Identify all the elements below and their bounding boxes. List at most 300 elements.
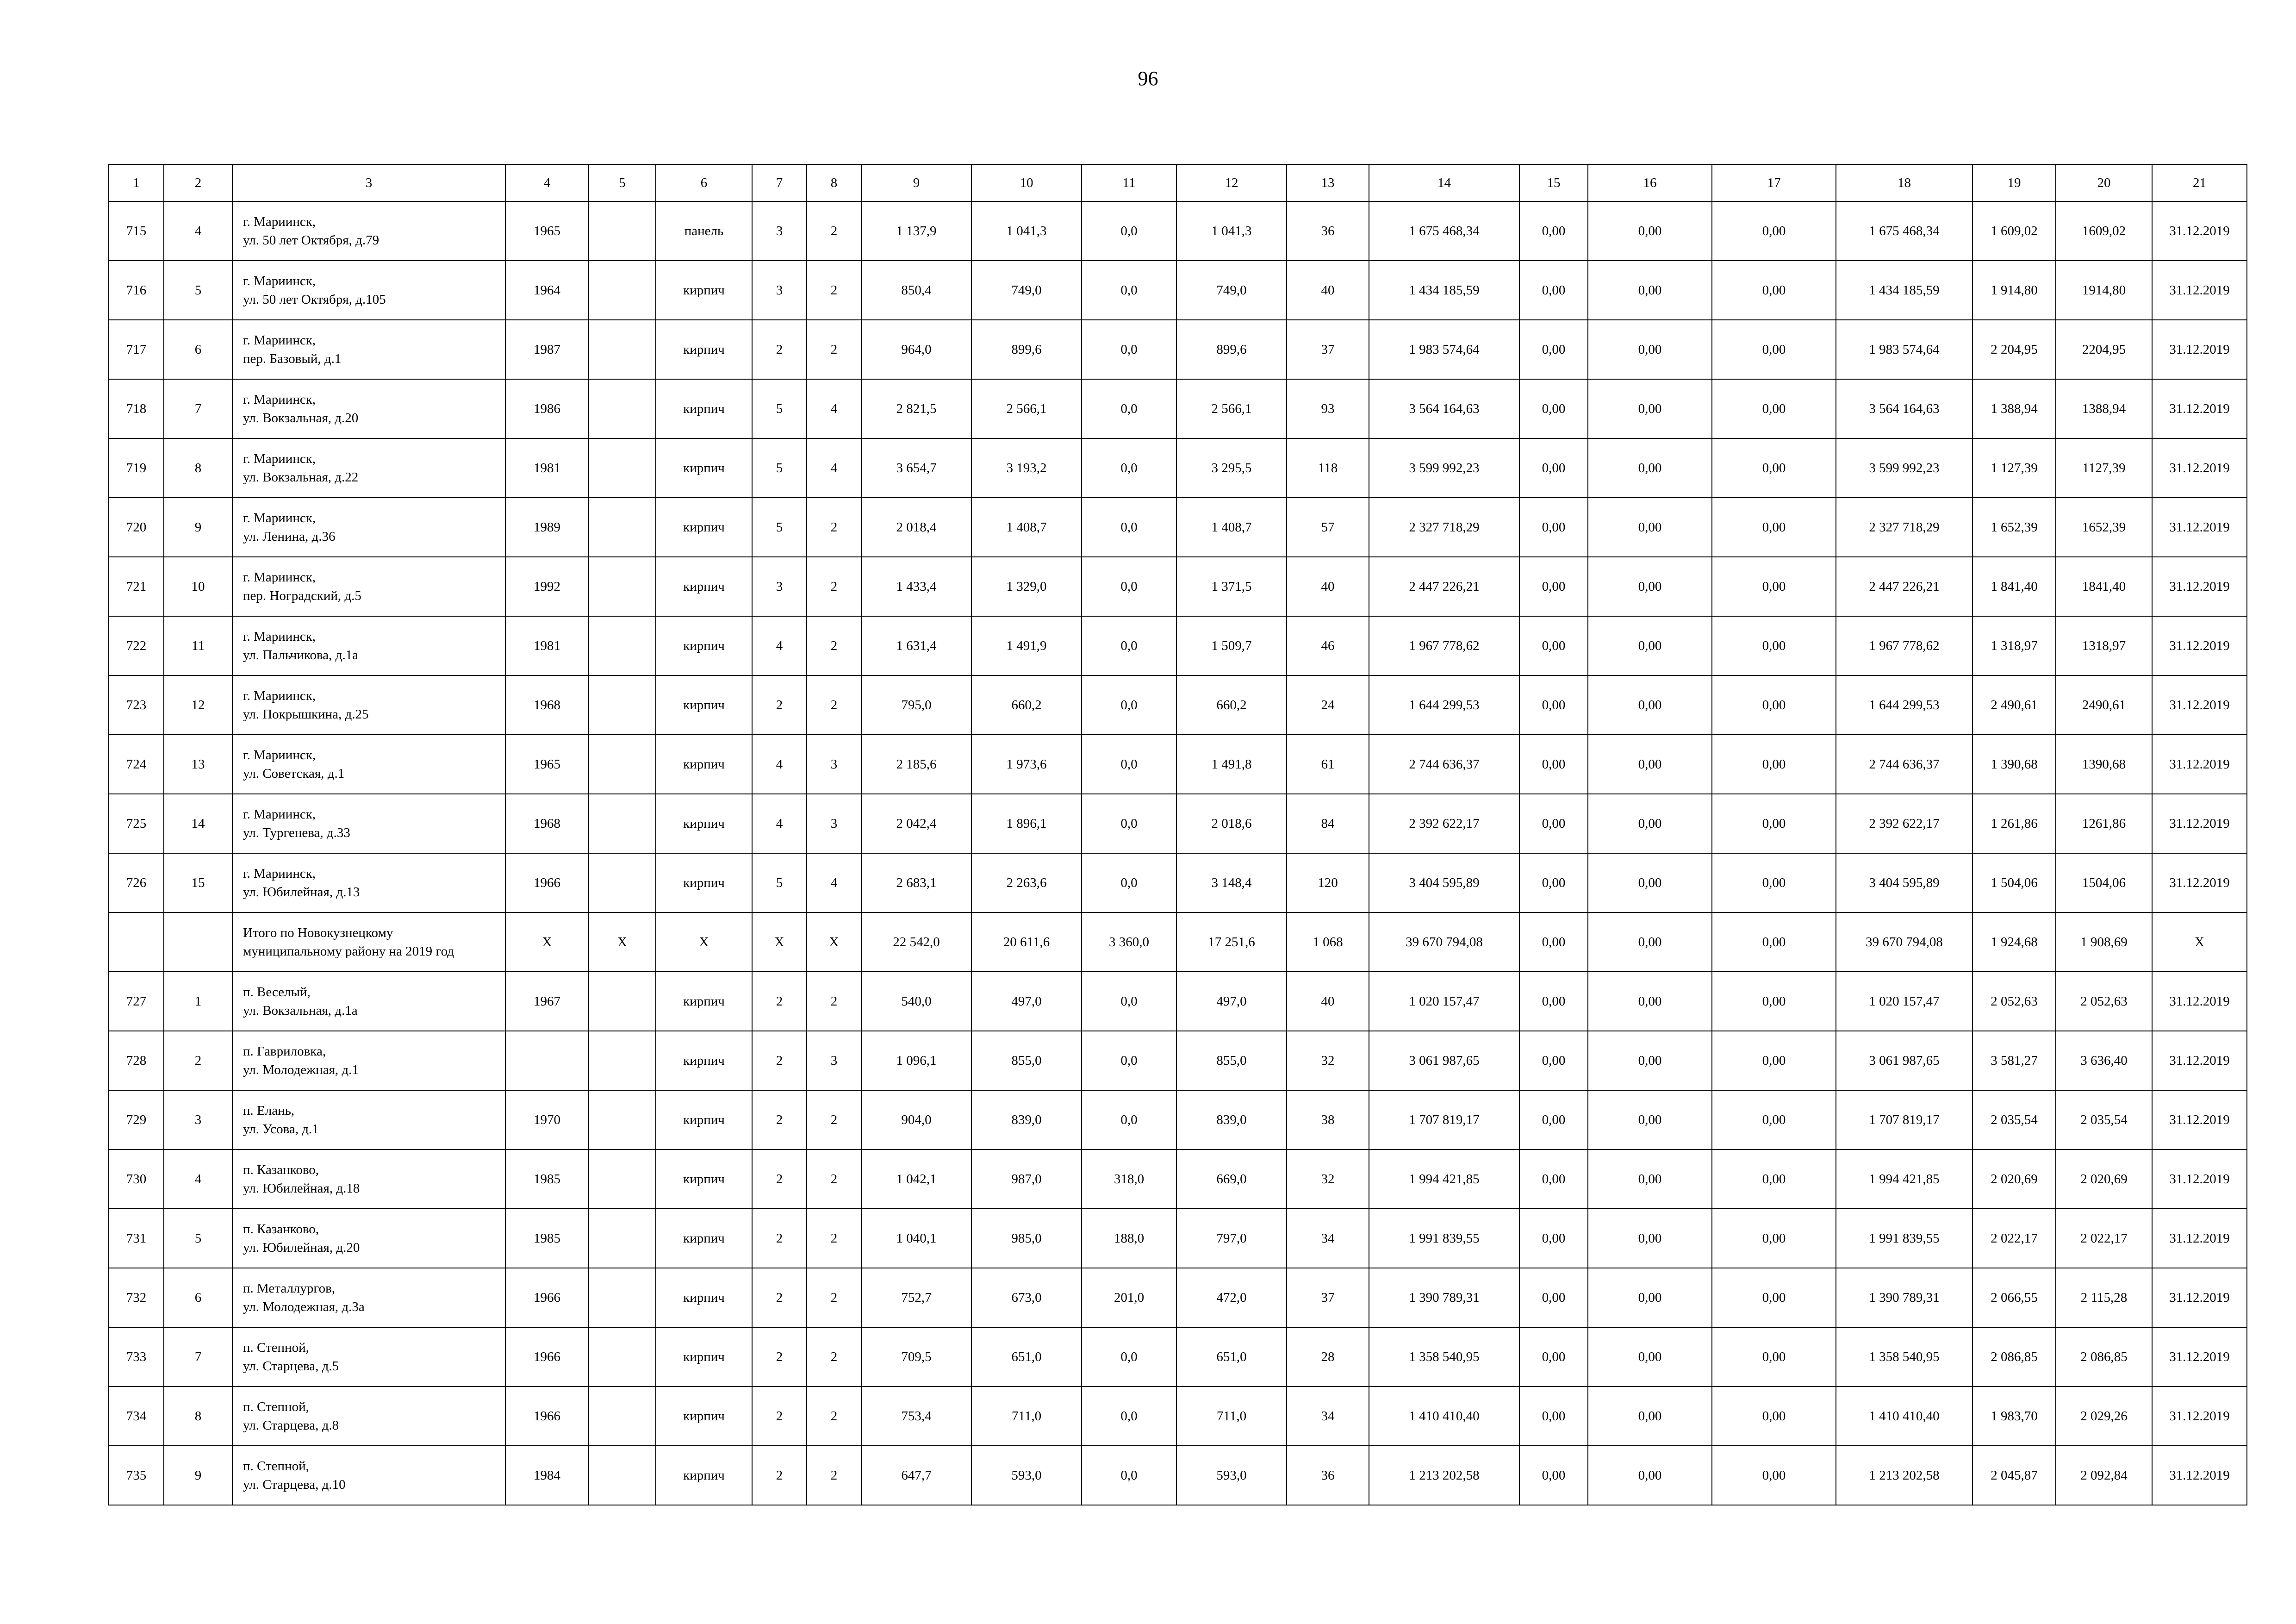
table-cell-col-8: X xyxy=(807,912,861,972)
table-cell-col-21: 31.12.2019 xyxy=(2152,201,2247,261)
table-cell-col-8: 4 xyxy=(807,853,861,912)
table-cell-col-11: 188,0 xyxy=(1082,1209,1176,1268)
table-cell-col-21: 31.12.2019 xyxy=(2152,261,2247,320)
table-cell-col-21: 31.12.2019 xyxy=(2152,794,2247,853)
address-line: п. Металлургов, xyxy=(243,1281,336,1296)
table-cell-col-11: 0,0 xyxy=(1082,1327,1176,1387)
table-cell-col-15: 0,00 xyxy=(1519,379,1588,438)
table-row xyxy=(109,794,2247,853)
table-cell-col-13: 34 xyxy=(1287,1209,1369,1268)
table-cell-col-17: 0,00 xyxy=(1712,201,1836,261)
table-cell-col-19: 1 914,80 xyxy=(1972,261,2056,320)
table-cell-col-12: 1 371,5 xyxy=(1176,557,1287,616)
table-cell-col-12: 3 295,5 xyxy=(1176,438,1287,498)
table-cell-col-19: 2 490,61 xyxy=(1972,675,2056,735)
table-cell-col-13: 37 xyxy=(1287,320,1369,379)
table-cell-col-7: 2 xyxy=(752,1446,807,1505)
address-line: п. Веселый, xyxy=(243,985,311,999)
table-cell-col-7: 2 xyxy=(752,1268,807,1327)
address-cell xyxy=(232,735,505,794)
table-cell-col-14: 2 392 622,17 xyxy=(1369,794,1519,853)
table-cell-col-17: 0,00 xyxy=(1712,557,1836,616)
table-cell-col-20: 2 052,63 xyxy=(2056,972,2152,1031)
table-cell-col-20: 2 035,54 xyxy=(2056,1090,2152,1149)
table-cell-col-2: 5 xyxy=(164,1209,232,1268)
table-row xyxy=(109,675,2247,735)
table-cell-col-19: 1 127,39 xyxy=(1972,438,2056,498)
table-cell-col-18: 1 991 839,55 xyxy=(1836,1209,1972,1268)
table-cell-col-1: 733 xyxy=(109,1327,164,1387)
column-number-cell: 2 xyxy=(164,164,232,201)
table-cell-col-5 xyxy=(589,1031,656,1090)
table-cell-col-1: 716 xyxy=(109,261,164,320)
table-cell-col-21: 31.12.2019 xyxy=(2152,320,2247,379)
column-number-cell: 8 xyxy=(807,164,861,201)
table-cell-col-4: 1964 xyxy=(505,261,589,320)
table-cell-col-6: кирпич xyxy=(656,557,752,616)
table-cell-col-11: 0,0 xyxy=(1082,853,1176,912)
table-cell-col-21: 31.12.2019 xyxy=(2152,1446,2247,1505)
table-cell-col-18: 1 358 540,95 xyxy=(1836,1327,1972,1387)
table-cell-col-20: 1261,86 xyxy=(2056,794,2152,853)
table-cell-col-4: 1967 xyxy=(505,972,589,1031)
table-cell-col-13: 28 xyxy=(1287,1327,1369,1387)
table-cell-col-10: 673,0 xyxy=(971,1268,1082,1327)
table-cell-col-18: 39 670 794,08 xyxy=(1836,912,1972,972)
table-cell-col-10: 593,0 xyxy=(971,1446,1082,1505)
table-cell-col-15: 0,00 xyxy=(1519,1149,1588,1209)
table-cell-col-10: 749,0 xyxy=(971,261,1082,320)
table-cell-col-12: 711,0 xyxy=(1176,1387,1287,1446)
column-number-cell: 17 xyxy=(1712,164,1836,201)
table-cell-col-19: 1 983,70 xyxy=(1972,1387,2056,1446)
table-cell-col-15: 0,00 xyxy=(1519,1268,1588,1327)
table-cell-col-17: 0,00 xyxy=(1712,1149,1836,1209)
table-cell-col-11: 0,0 xyxy=(1082,320,1176,379)
table-cell-col-21: 31.12.2019 xyxy=(2152,675,2247,735)
table-cell-col-4: 1966 xyxy=(505,1268,589,1327)
total-row xyxy=(109,912,2247,972)
table-cell-col-7: 4 xyxy=(752,794,807,853)
table-cell-col-20: 1504,06 xyxy=(2056,853,2152,912)
table-cell-col-1: 724 xyxy=(109,735,164,794)
table-cell-col-10: 3 193,2 xyxy=(971,438,1082,498)
table-cell-col-2: 5 xyxy=(164,261,232,320)
table-cell-col-5 xyxy=(589,498,656,557)
address-line: г. Мариинск, xyxy=(243,629,316,644)
table-cell-col-2 xyxy=(164,912,232,972)
table-cell-col-6: кирпич xyxy=(656,261,752,320)
address-cell xyxy=(232,201,505,261)
column-number-cell: 9 xyxy=(861,164,971,201)
table-cell-col-5 xyxy=(589,320,656,379)
table-cell-col-17: 0,00 xyxy=(1712,853,1836,912)
table-cell-col-17: 0,00 xyxy=(1712,616,1836,675)
address-line: ул. Юбилейная, д.18 xyxy=(243,1181,360,1196)
table-cell-col-6: кирпич xyxy=(656,320,752,379)
table-cell-col-18: 1 707 819,17 xyxy=(1836,1090,1972,1149)
table-cell-col-21: 31.12.2019 xyxy=(2152,1327,2247,1387)
table-cell-col-16: 0,00 xyxy=(1588,1209,1712,1268)
table-cell-col-16: 0,00 xyxy=(1588,972,1712,1031)
address-line: ул. Тургенева, д.33 xyxy=(243,825,350,840)
housing-register-table xyxy=(108,164,2247,1505)
column-number-cell: 5 xyxy=(589,164,656,201)
table-cell-col-13: 36 xyxy=(1287,1446,1369,1505)
table-cell-col-17: 0,00 xyxy=(1712,912,1836,972)
table-cell-col-10: 1 491,9 xyxy=(971,616,1082,675)
table-cell-col-5 xyxy=(589,972,656,1031)
column-number-cell: 20 xyxy=(2056,164,2152,201)
table-cell-col-4: 1989 xyxy=(505,498,589,557)
table-cell-col-2: 12 xyxy=(164,675,232,735)
table-cell-col-9: 540,0 xyxy=(861,972,971,1031)
table-cell-col-13: 40 xyxy=(1287,972,1369,1031)
table-cell-col-7: 2 xyxy=(752,1031,807,1090)
table-cell-col-10: 497,0 xyxy=(971,972,1082,1031)
table-cell-col-13: 24 xyxy=(1287,675,1369,735)
table-cell-col-4: 1981 xyxy=(505,616,589,675)
table-cell-col-10: 2 566,1 xyxy=(971,379,1082,438)
table-cell-col-15: 0,00 xyxy=(1519,972,1588,1031)
column-number-cell: 21 xyxy=(2152,164,2247,201)
address-line: ул. Молодежная, д.3а xyxy=(243,1299,365,1314)
table-cell-col-10: 985,0 xyxy=(971,1209,1082,1268)
table-cell-col-7: 2 xyxy=(752,1387,807,1446)
address-line: ул. Вокзальная, д.20 xyxy=(243,411,359,425)
table-cell-col-7: X xyxy=(752,912,807,972)
table-cell-col-13: 118 xyxy=(1287,438,1369,498)
table-cell-col-18: 1 020 157,47 xyxy=(1836,972,1972,1031)
table-cell-col-11: 0,0 xyxy=(1082,675,1176,735)
address-cell xyxy=(232,438,505,498)
table-cell-col-9: 2 042,4 xyxy=(861,794,971,853)
table-cell-col-2: 14 xyxy=(164,794,232,853)
table-cell-col-2: 1 xyxy=(164,972,232,1031)
column-number-row xyxy=(109,164,2247,201)
table-cell-col-4: 1966 xyxy=(505,853,589,912)
table-cell-col-9: 964,0 xyxy=(861,320,971,379)
table-cell-col-9: 2 185,6 xyxy=(861,735,971,794)
address-line: г. Мариинск, xyxy=(243,392,316,407)
address-cell xyxy=(232,853,505,912)
table-cell-col-12: 3 148,4 xyxy=(1176,853,1287,912)
address-cell xyxy=(232,972,505,1031)
table-cell-col-7: 3 xyxy=(752,201,807,261)
table-cell-col-12: 651,0 xyxy=(1176,1327,1287,1387)
table-cell-col-10: 651,0 xyxy=(971,1327,1082,1387)
address-line: п. Степной, xyxy=(243,1459,309,1474)
table-cell-col-11: 0,0 xyxy=(1082,794,1176,853)
table-cell-col-17: 0,00 xyxy=(1712,1031,1836,1090)
table-cell-col-6: кирпич xyxy=(656,1446,752,1505)
address-line: ул. 50 лет Октября, д.79 xyxy=(243,233,380,248)
table-cell-col-19: 2 045,87 xyxy=(1972,1446,2056,1505)
table-cell-col-13: 61 xyxy=(1287,735,1369,794)
table-cell-col-15: 0,00 xyxy=(1519,498,1588,557)
table-cell-col-20: 2204,95 xyxy=(2056,320,2152,379)
table-row xyxy=(109,1209,2247,1268)
table-cell-col-16: 0,00 xyxy=(1588,1387,1712,1446)
table-cell-col-8: 2 xyxy=(807,557,861,616)
table-cell-col-16: 0,00 xyxy=(1588,261,1712,320)
address-cell xyxy=(232,1031,505,1090)
table-cell-col-13: 32 xyxy=(1287,1031,1369,1090)
table-cell-col-8: 2 xyxy=(807,1446,861,1505)
table-cell-col-17: 0,00 xyxy=(1712,438,1836,498)
table-cell-col-18: 1 983 574,64 xyxy=(1836,320,1972,379)
table-cell-col-9: 1 631,4 xyxy=(861,616,971,675)
table-cell-col-19: 2 052,63 xyxy=(1972,972,2056,1031)
table-row xyxy=(109,498,2247,557)
address-cell xyxy=(232,1387,505,1446)
table-row xyxy=(109,438,2247,498)
table-cell-col-20: 1609,02 xyxy=(2056,201,2152,261)
table-cell-col-14: 3 599 992,23 xyxy=(1369,438,1519,498)
table-cell-col-7: 4 xyxy=(752,616,807,675)
table-cell-col-20: 1841,40 xyxy=(2056,557,2152,616)
table-cell-col-14: 1 994 421,85 xyxy=(1369,1149,1519,1209)
table-cell-col-8: 2 xyxy=(807,616,861,675)
address-line: г. Мариинск, xyxy=(243,451,316,466)
address-cell xyxy=(232,675,505,735)
address-cell xyxy=(232,557,505,616)
table-cell-col-9: 1 137,9 xyxy=(861,201,971,261)
address-line: пер. Базовый, д.1 xyxy=(243,351,342,366)
table-cell-col-16: 0,00 xyxy=(1588,379,1712,438)
table-cell-col-12: 472,0 xyxy=(1176,1268,1287,1327)
table-cell-col-5 xyxy=(589,1090,656,1149)
table-cell-col-19: 1 318,97 xyxy=(1972,616,2056,675)
table-cell-col-2: 2 xyxy=(164,1031,232,1090)
address-line: г. Мариинск, xyxy=(243,866,316,881)
table-cell-col-11: 0,0 xyxy=(1082,261,1176,320)
table-cell-col-15: 0,00 xyxy=(1519,1327,1588,1387)
table-cell-col-20: 3 636,40 xyxy=(2056,1031,2152,1090)
table-cell-col-5 xyxy=(589,1446,656,1505)
table-cell-col-1: 718 xyxy=(109,379,164,438)
table-cell-col-16: 0,00 xyxy=(1588,675,1712,735)
table-cell-col-21: 31.12.2019 xyxy=(2152,438,2247,498)
table-cell-col-18: 1 644 299,53 xyxy=(1836,675,1972,735)
table-cell-col-13: 40 xyxy=(1287,557,1369,616)
table-cell-col-5 xyxy=(589,735,656,794)
address-line: пер. Ноградский, д.5 xyxy=(243,588,361,603)
address-line: г. Мариинск, xyxy=(243,688,316,703)
table-cell-col-10: 855,0 xyxy=(971,1031,1082,1090)
table-cell-col-1: 731 xyxy=(109,1209,164,1268)
table-cell-col-14: 1 644 299,53 xyxy=(1369,675,1519,735)
table-cell-col-6: кирпич xyxy=(656,498,752,557)
table-cell-col-19: 1 261,86 xyxy=(1972,794,2056,853)
table-cell-col-5 xyxy=(589,557,656,616)
table-row xyxy=(109,1446,2247,1505)
table-cell-col-2: 7 xyxy=(164,1327,232,1387)
table-cell-col-19: 2 204,95 xyxy=(1972,320,2056,379)
table-cell-col-8: 2 xyxy=(807,1090,861,1149)
table-cell-col-8: 3 xyxy=(807,794,861,853)
table-cell-col-18: 3 599 992,23 xyxy=(1836,438,1972,498)
table-cell-col-21: 31.12.2019 xyxy=(2152,1149,2247,1209)
table-cell-col-1: 717 xyxy=(109,320,164,379)
table-cell-col-13: 37 xyxy=(1287,1268,1369,1327)
table-cell-col-4: 1985 xyxy=(505,1209,589,1268)
address-line: г. Мариинск, xyxy=(243,214,316,229)
table-cell-col-14: 1 410 410,40 xyxy=(1369,1387,1519,1446)
table-cell-col-1: 715 xyxy=(109,201,164,261)
table-row xyxy=(109,1387,2247,1446)
table-row xyxy=(109,616,2247,675)
table-cell-col-18: 1 434 185,59 xyxy=(1836,261,1972,320)
table-cell-col-19: 1 924,68 xyxy=(1972,912,2056,972)
table-cell-col-12: 1 491,8 xyxy=(1176,735,1287,794)
table-cell-col-12: 1 041,3 xyxy=(1176,201,1287,261)
table-cell-col-1: 727 xyxy=(109,972,164,1031)
table-cell-col-16: 0,00 xyxy=(1588,201,1712,261)
table-cell-col-15: 0,00 xyxy=(1519,1446,1588,1505)
address-cell xyxy=(232,1149,505,1209)
table-cell-col-10: 2 263,6 xyxy=(971,853,1082,912)
table-cell-col-19: 2 066,55 xyxy=(1972,1268,2056,1327)
table-cell-col-18: 2 447 226,21 xyxy=(1836,557,1972,616)
address-line: ул. Юбилейная, д.20 xyxy=(243,1240,360,1255)
table-cell-col-5 xyxy=(589,1327,656,1387)
table-cell-col-6: кирпич xyxy=(656,379,752,438)
table-cell-col-10: 1 896,1 xyxy=(971,794,1082,853)
table-cell-col-20: 1914,80 xyxy=(2056,261,2152,320)
table-cell-col-17: 0,00 xyxy=(1712,261,1836,320)
table-cell-col-7: 2 xyxy=(752,675,807,735)
table-cell-col-2: 4 xyxy=(164,1149,232,1209)
table-cell-col-19: 1 390,68 xyxy=(1972,735,2056,794)
table-cell-col-8: 2 xyxy=(807,1327,861,1387)
table-cell-col-8: 2 xyxy=(807,201,861,261)
table-cell-col-5 xyxy=(589,1268,656,1327)
table-cell-col-2: 8 xyxy=(164,438,232,498)
table-cell-col-1: 730 xyxy=(109,1149,164,1209)
table-cell-col-10: 20 611,6 xyxy=(971,912,1082,972)
table-cell-col-20: 2 086,85 xyxy=(2056,1327,2152,1387)
table-row xyxy=(109,1090,2247,1149)
table-cell-col-20: 1 908,69 xyxy=(2056,912,2152,972)
table-cell-col-11: 0,0 xyxy=(1082,557,1176,616)
table-cell-col-7: 5 xyxy=(752,853,807,912)
table-row xyxy=(109,972,2247,1031)
table-cell-col-17: 0,00 xyxy=(1712,675,1836,735)
table-cell-col-19: 3 581,27 xyxy=(1972,1031,2056,1090)
table-cell-col-8: 3 xyxy=(807,1031,861,1090)
table-cell-col-5 xyxy=(589,438,656,498)
table-cell-col-18: 1 675 468,34 xyxy=(1836,201,1972,261)
table-cell-col-16: 0,00 xyxy=(1588,1327,1712,1387)
table-cell-col-8: 2 xyxy=(807,320,861,379)
table-cell-col-5 xyxy=(589,853,656,912)
table-cell-col-17: 0,00 xyxy=(1712,1387,1836,1446)
table-cell-col-6: кирпич xyxy=(656,1387,752,1446)
table-cell-col-6: X xyxy=(656,912,752,972)
table-cell-col-16: 0,00 xyxy=(1588,616,1712,675)
table-cell-col-20: 1127,39 xyxy=(2056,438,2152,498)
address-line: Итого по Новокузнецкому xyxy=(243,925,393,940)
table-cell-col-16: 0,00 xyxy=(1588,1268,1712,1327)
table-cell-col-21: 31.12.2019 xyxy=(2152,498,2247,557)
table-cell-col-18: 1 410 410,40 xyxy=(1836,1387,1972,1446)
table-cell-col-2: 4 xyxy=(164,201,232,261)
table-cell-col-20: 2 022,17 xyxy=(2056,1209,2152,1268)
table-cell-col-1: 726 xyxy=(109,853,164,912)
table-cell-col-21: 31.12.2019 xyxy=(2152,853,2247,912)
table-cell-col-10: 1 973,6 xyxy=(971,735,1082,794)
table-cell-col-15: 0,00 xyxy=(1519,912,1588,972)
column-number-cell: 3 xyxy=(232,164,505,201)
table-cell-col-7: 5 xyxy=(752,438,807,498)
table-cell-col-7: 3 xyxy=(752,557,807,616)
table-cell-col-17: 0,00 xyxy=(1712,1327,1836,1387)
table-cell-col-17: 0,00 xyxy=(1712,1268,1836,1327)
address-line: ул. 50 лет Октября, д.105 xyxy=(243,292,386,307)
table-row xyxy=(109,1031,2247,1090)
table-cell-col-11: 0,0 xyxy=(1082,379,1176,438)
table-cell-col-11: 0,0 xyxy=(1082,1387,1176,1446)
address-line: ул. Молодежная, д.1 xyxy=(243,1062,359,1077)
address-cell xyxy=(232,320,505,379)
table-cell-col-21: 31.12.2019 xyxy=(2152,735,2247,794)
table-cell-col-8: 2 xyxy=(807,1149,861,1209)
table-cell-col-2: 13 xyxy=(164,735,232,794)
table-cell-col-9: 2 018,4 xyxy=(861,498,971,557)
table-cell-col-16: 0,00 xyxy=(1588,853,1712,912)
table-cell-col-5 xyxy=(589,1149,656,1209)
table-row xyxy=(109,1268,2247,1327)
address-line: ул. Старцева, д.10 xyxy=(243,1477,346,1492)
table-cell-col-17: 0,00 xyxy=(1712,972,1836,1031)
table-cell-col-14: 39 670 794,08 xyxy=(1369,912,1519,972)
table-row xyxy=(109,261,2247,320)
table-cell-col-1: 728 xyxy=(109,1031,164,1090)
table-cell-col-4: 1992 xyxy=(505,557,589,616)
table-cell-col-9: 753,4 xyxy=(861,1387,971,1446)
table-cell-col-19: 1 841,40 xyxy=(1972,557,2056,616)
table-cell-col-10: 711,0 xyxy=(971,1387,1082,1446)
table-cell-col-18: 1 213 202,58 xyxy=(1836,1446,1972,1505)
table-cell-col-13: 57 xyxy=(1287,498,1369,557)
table-row xyxy=(109,379,2247,438)
address-line: муниципальному району на 2019 год xyxy=(243,944,454,959)
table-cell-col-1: 723 xyxy=(109,675,164,735)
table-cell-col-7: 2 xyxy=(752,320,807,379)
page-number: 96 xyxy=(1138,67,1158,90)
column-number-cell: 15 xyxy=(1519,164,1588,201)
column-number-cell: 4 xyxy=(505,164,589,201)
address-line: ул. Вокзальная, д.22 xyxy=(243,470,359,485)
table-row xyxy=(109,1149,2247,1209)
table-cell-col-9: 709,5 xyxy=(861,1327,971,1387)
table-cell-col-12: 2 566,1 xyxy=(1176,379,1287,438)
table-row xyxy=(109,735,2247,794)
table-cell-col-13: 32 xyxy=(1287,1149,1369,1209)
table-cell-col-18: 1 390 789,31 xyxy=(1836,1268,1972,1327)
table-cell-col-17: 0,00 xyxy=(1712,735,1836,794)
table-cell-col-14: 2 744 636,37 xyxy=(1369,735,1519,794)
address-cell xyxy=(232,498,505,557)
table-cell-col-17: 0,00 xyxy=(1712,1446,1836,1505)
table-cell-col-17: 0,00 xyxy=(1712,794,1836,853)
table-cell-col-14: 3 404 595,89 xyxy=(1369,853,1519,912)
table-cell-col-12: 749,0 xyxy=(1176,261,1287,320)
table-cell-col-6: кирпич xyxy=(656,616,752,675)
table-cell-col-2: 15 xyxy=(164,853,232,912)
table-cell-col-4: 1968 xyxy=(505,794,589,853)
